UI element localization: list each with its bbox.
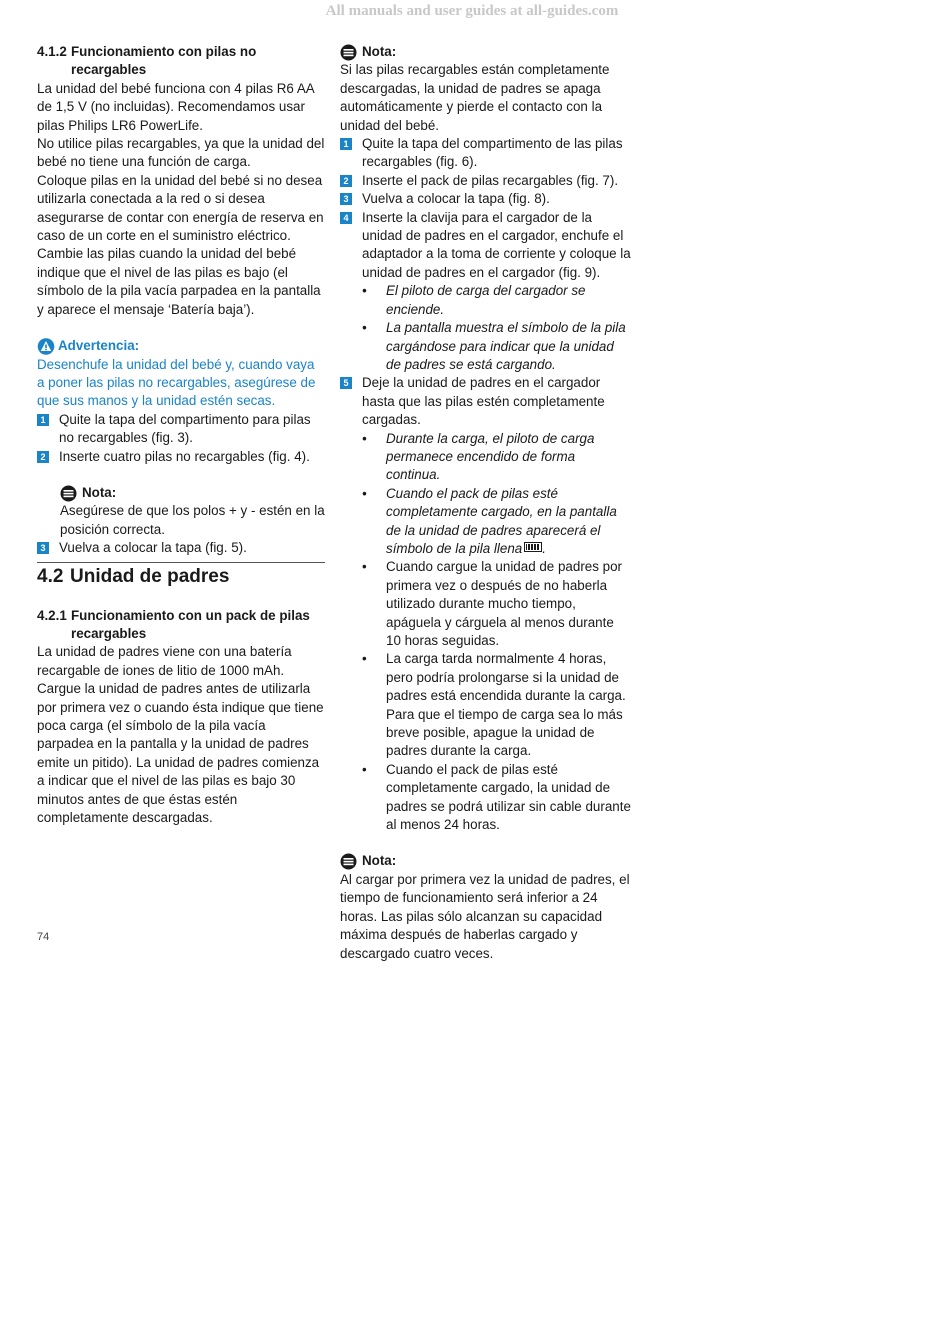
bullet-item: [340, 282, 632, 319]
note-heading: [340, 43, 632, 61]
note-label: Nota:: [362, 44, 397, 59]
warning-heading: [37, 337, 325, 355]
step-number: 5: [340, 377, 352, 389]
note-icon: [340, 44, 357, 61]
paragraph: La unidad de padres viene con una batería recargable de iones de litio de 1000 mAh.: [37, 644, 292, 678]
paragraph: La unidad del bebé funciona con 4 pilas R6 AA de 1,5 V (no incluidas). Recomendamos usar pilas Philips LR6 PowerLife.: [37, 80, 314, 133]
section-title: Funcionamiento con un pack de pilas: [71, 607, 310, 623]
step-number: 2: [340, 175, 352, 187]
step-number: 1: [340, 138, 352, 150]
watermark: All manuals and user guides at all-guides.com: [325, 3, 619, 19]
step-number: 3: [340, 193, 352, 205]
bullet-text: La carga tarda normalmente 4 horas, pero podría prolongarse si la unidad de padres está encendida durante la carga. Para que el tiempo de carga sea lo más breve posible, apague la unidad de padres durante la carga.: [386, 651, 626, 759]
section-4-2-1-heading: [37, 607, 325, 644]
note-text: Asegúrese de que los polos + y - estén en la posición correcta.: [60, 503, 325, 537]
bullet-icon: •: [362, 651, 367, 667]
left-column: [37, 43, 325, 827]
step-text: Inserte cuatro pilas no recargables (fig. 4).: [59, 448, 310, 464]
step-3: [37, 539, 325, 557]
bullet-text: La pantalla muestra el símbolo de la pila cargándose para indicar que la unidad de padres se está cargando.: [386, 320, 626, 372]
step-2: [37, 448, 325, 466]
battery-full-icon: [524, 542, 542, 552]
bullet-item: [340, 430, 632, 485]
paragraph: No utilice pilas recargables, ya que la unidad del bebé no tiene una función de carga.: [37, 136, 325, 170]
step-number: 2: [37, 451, 49, 463]
bullet-text: Cuando el pack de pilas esté completamente cargado, la unidad de padres se podrá utilizar sin cable durante al menos 24 horas.: [386, 761, 631, 833]
step-text: Inserte la clavija para el cargador de la unidad de padres en el cargador, enchufe el adaptador a la toma de corriente y coloque la unidad de padres en el cargador (fig. 9).: [362, 209, 631, 280]
step-number: 3: [37, 542, 49, 554]
step-2: [340, 172, 632, 190]
note-heading: [60, 484, 325, 502]
section-number: 4.2: [37, 565, 64, 587]
step-text: Quite la tapa del compartimento para pilas no recargables (fig. 3).: [59, 411, 311, 446]
bullet-icon: •: [362, 761, 367, 777]
section-title: Funcionamiento con pilas no: [71, 44, 257, 59]
section-number: 4.2.1: [37, 607, 67, 623]
step-4: [340, 209, 632, 283]
bullet-icon: •: [362, 430, 367, 446]
note-label: Nota:: [362, 853, 397, 869]
bullet-icon: •: [362, 485, 367, 501]
step-number: 4: [340, 212, 352, 224]
step-1: [37, 411, 325, 448]
bullet-item: [340, 558, 632, 650]
step-number: 1: [37, 414, 49, 426]
step-text: Vuelva a colocar la tapa (fig. 8).: [362, 191, 550, 207]
bullet-icon: •: [362, 320, 367, 336]
section-4-2-heading: [37, 565, 325, 589]
bullet-text: El piloto de carga del cargador se enciende.: [386, 283, 586, 317]
bullet-icon: •: [362, 283, 367, 299]
bullet-icon: •: [362, 559, 367, 575]
note-block: [37, 484, 325, 539]
right-column: [340, 43, 632, 963]
warning-icon: [37, 338, 55, 355]
section-number: 4.1.2: [37, 44, 67, 59]
paragraph: Coloque pilas en la unidad del bebé si no desea utilizarla conectada a la red o si desea asegurarse de contar con energía de reserva en caso de un corte en el suministro eléctrico. Cambie las pilas cuando la unidad del bebé indique que el nivel de las pilas es bajo (el símbolo de la pila vacía parpadea en la pantalla y aparece el mensaje ‘Batería baja’).: [37, 172, 324, 317]
step-text: Inserte el pack de pilas recargables (fig. 7).: [362, 172, 619, 188]
step-text: Vuelva a colocar la tapa (fig. 5).: [59, 540, 247, 556]
bullet-item: [340, 485, 632, 559]
bullet-text: Durante la carga, el piloto de carga permanece encendido de forma continua.: [386, 430, 595, 483]
step-1: [340, 135, 632, 172]
bullet-item: [340, 650, 632, 760]
note-label: Nota:: [82, 484, 117, 500]
bullet-text: Cuando cargue la unidad de padres por primera vez o después de no haberla utilizado durante mucho tiempo, apáguela y cárguela al menos durante 10 horas seguidas.: [386, 559, 622, 648]
bullet-item: [340, 319, 632, 374]
note-icon: [340, 853, 357, 870]
note-icon: [60, 485, 77, 502]
warning-text: Desenchufe la unidad del bebé y, cuando vaya a poner las pilas no recargables, asegúrese de que sus manos y la unidad estén secas.: [37, 356, 316, 409]
bullet-text-wrap: Cuando el pack de pilas esté completamente cargado, en la pantalla de la unidad de padres aparecerá el símbolo de la pila llena .: [386, 485, 617, 556]
section-title: Unidad de padres: [70, 565, 230, 587]
section-4-1-2-heading: [37, 43, 325, 80]
note-text: Al cargar por primera vez la unidad de padres, el tiempo de funcionamiento será inferior a 24 horas. Las pilas sólo alcanzan su capacidad máxima después de haberlas cargado y descargado cuatro veces.: [340, 871, 630, 961]
page-number: 74: [37, 931, 50, 943]
step-5: [340, 374, 632, 429]
paragraph: Cargue la unidad de padres antes de utilizarla por primera vez o cuando ésta indique que tiene poca carga (el símbolo de la pila vacía parpadea en la pantalla y la unidad de padres emite un pitido). La unidad de padres comienza a indicar que el nivel de las pilas es bajo 30 minutos antes de que éstas estén completamente descargadas.: [37, 681, 324, 826]
note-heading: [340, 852, 632, 870]
bullet-text: Cuando el pack de pilas esté completamente cargado, en la pantalla de la unidad de padres aparecerá el símbolo de la pila llena: [386, 485, 617, 556]
bullet-item: [340, 761, 632, 835]
section-divider: [37, 562, 325, 563]
warning-label: Advertencia:: [58, 338, 140, 354]
step-text: Quite la tapa del compartimento de las pilas recargables (fig. 6).: [362, 136, 623, 170]
step-3: [340, 190, 632, 208]
step-text: Deje la unidad de padres en el cargador hasta que las pilas estén completamente cargadas.: [362, 375, 605, 428]
note-text: Si las pilas recargables están completamente descargadas, la unidad de padres se apaga automáticamente y pierde el contacto con la unidad del bebé.: [340, 62, 610, 133]
section-title-cont: recargables: [71, 625, 147, 641]
section-title-cont: recargables: [71, 62, 147, 78]
